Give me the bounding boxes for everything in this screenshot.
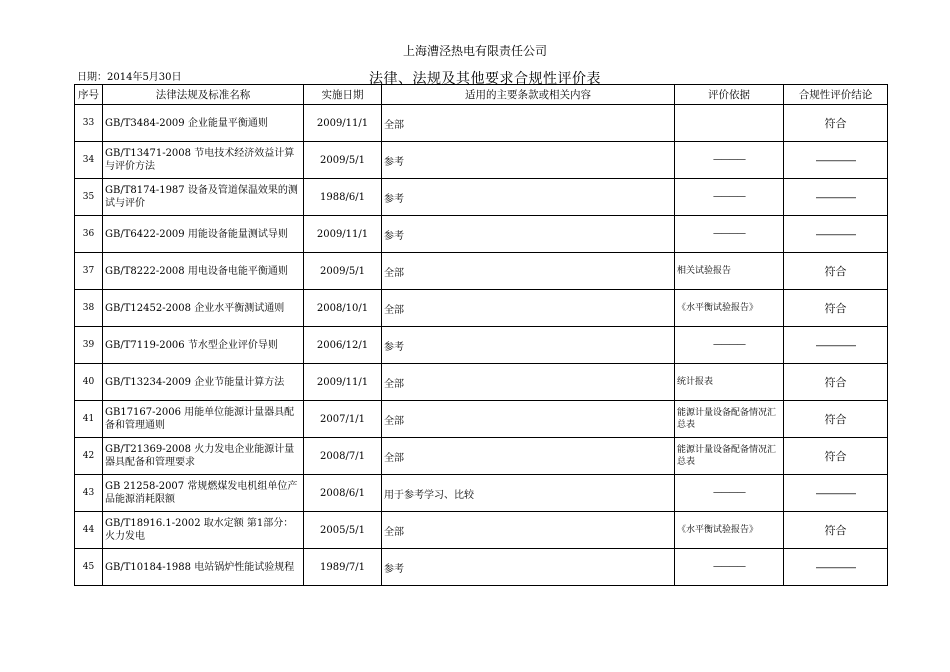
row-number: 34 bbox=[75, 142, 103, 179]
report-date: 日期：2014年5月30日 bbox=[77, 72, 182, 83]
compliance-result: ———— bbox=[784, 549, 888, 586]
standard-name: GB/T13234-2009 企业节能量计算方法 bbox=[103, 364, 304, 401]
implementation-date: 2005/5/1 bbox=[304, 512, 382, 549]
compliance-result: 符合 bbox=[784, 253, 888, 290]
table-row bbox=[75, 512, 888, 549]
applicable-clauses: 全部 bbox=[382, 105, 675, 142]
row-number: 41 bbox=[75, 401, 103, 438]
row-number: 37 bbox=[75, 253, 103, 290]
implementation-date: 2009/11/1 bbox=[304, 216, 382, 253]
compliance-result: ———— bbox=[784, 179, 888, 216]
evaluation-basis: 能源计量设备配备情况汇总表 bbox=[675, 438, 784, 475]
evaluation-basis: ———— bbox=[675, 549, 784, 586]
applicable-clauses: 参考 bbox=[382, 549, 675, 586]
standard-name: GB/T21369-2008 火力发电企业能源计量器具配备和管理要求 bbox=[103, 438, 304, 475]
table-row bbox=[75, 364, 888, 401]
column-header-content: 适用的主要条款或相关内容 bbox=[382, 85, 675, 105]
compliance-result: ———— bbox=[784, 216, 888, 253]
column-header-no: 序号 bbox=[75, 85, 103, 105]
table-row bbox=[75, 216, 888, 253]
implementation-date: 2008/10/1 bbox=[304, 290, 382, 327]
standard-name: GB 21258-2007 常规燃煤发电机组单位产品能源消耗限额 bbox=[103, 475, 304, 512]
standard-name: GB/T6422-2009 用能设备能量测试导则 bbox=[103, 216, 304, 253]
table-header-row bbox=[75, 85, 888, 105]
compliance-result: 符合 bbox=[784, 364, 888, 401]
evaluation-basis: ———— bbox=[675, 179, 784, 216]
table-row bbox=[75, 549, 888, 586]
compliance-table bbox=[74, 84, 888, 586]
table-row bbox=[75, 105, 888, 142]
row-number: 45 bbox=[75, 549, 103, 586]
standard-name: GB/T18916.1-2002 取水定额 第1部分：火力发电 bbox=[103, 512, 304, 549]
standard-name: GB/T8222-2008 用电设备电能平衡通则 bbox=[103, 253, 304, 290]
standard-name: GB/T12452-2008 企业水平衡测试通则 bbox=[103, 290, 304, 327]
row-number: 43 bbox=[75, 475, 103, 512]
evaluation-basis: 统计报表 bbox=[675, 364, 784, 401]
row-number: 35 bbox=[75, 179, 103, 216]
implementation-date: 2007/1/1 bbox=[304, 401, 382, 438]
page-title: 法律、法规及其他要求合规性评价表 bbox=[369, 71, 601, 87]
applicable-clauses: 参考 bbox=[382, 216, 675, 253]
compliance-result: 符合 bbox=[784, 401, 888, 438]
standard-name: GB/T13471-2008 节电技术经济效益计算与评价方法 bbox=[103, 142, 304, 179]
compliance-result: 符合 bbox=[784, 105, 888, 142]
compliance-result: ———— bbox=[784, 142, 888, 179]
evaluation-basis: 《水平衡试验报告》 bbox=[675, 290, 784, 327]
table-row bbox=[75, 253, 888, 290]
standard-name: GB/T10184-1988 电站锅炉性能试验规程 bbox=[103, 549, 304, 586]
implementation-date: 2009/11/1 bbox=[304, 364, 382, 401]
table-body bbox=[75, 105, 888, 586]
evaluation-basis: ———— bbox=[675, 216, 784, 253]
row-number: 38 bbox=[75, 290, 103, 327]
implementation-date: 2006/12/1 bbox=[304, 327, 382, 364]
table-row bbox=[75, 179, 888, 216]
applicable-clauses: 参考 bbox=[382, 327, 675, 364]
column-header-name: 法律法规及标准名称 bbox=[103, 85, 304, 105]
column-header-basis: 评价依据 bbox=[675, 85, 784, 105]
table-row bbox=[75, 142, 888, 179]
applicable-clauses: 用于参考学习、比较 bbox=[382, 475, 675, 512]
implementation-date: 2009/5/1 bbox=[304, 142, 382, 179]
standard-name: GB17167-2006 用能单位能源计量器具配备和管理通则 bbox=[103, 401, 304, 438]
row-number: 39 bbox=[75, 327, 103, 364]
standard-name: GB/T7119-2006 节水型企业评价导则 bbox=[103, 327, 304, 364]
table-row bbox=[75, 438, 888, 475]
compliance-result: ———— bbox=[784, 327, 888, 364]
applicable-clauses: 全部 bbox=[382, 364, 675, 401]
evaluation-basis: 能源计量设备配备情况汇总表 bbox=[675, 401, 784, 438]
implementation-date: 2009/11/1 bbox=[304, 105, 382, 142]
evaluation-basis: 相关试验报告 bbox=[675, 253, 784, 290]
row-number: 40 bbox=[75, 364, 103, 401]
compliance-result: ———— bbox=[784, 475, 888, 512]
applicable-clauses: 参考 bbox=[382, 179, 675, 216]
applicable-clauses: 全部 bbox=[382, 253, 675, 290]
implementation-date: 2008/7/1 bbox=[304, 438, 382, 475]
evaluation-basis: ———— bbox=[675, 327, 784, 364]
evaluation-basis bbox=[675, 105, 784, 142]
applicable-clauses: 全部 bbox=[382, 438, 675, 475]
evaluation-basis: 《水平衡试验报告》 bbox=[675, 512, 784, 549]
evaluation-basis: ———— bbox=[675, 142, 784, 179]
applicable-clauses: 全部 bbox=[382, 401, 675, 438]
table-row bbox=[75, 327, 888, 364]
column-header-date: 实施日期 bbox=[304, 85, 382, 105]
implementation-date: 2009/5/1 bbox=[304, 253, 382, 290]
row-number: 36 bbox=[75, 216, 103, 253]
row-number: 42 bbox=[75, 438, 103, 475]
standard-name: GB/T8174-1987 设备及管道保温效果的测试与评价 bbox=[103, 179, 304, 216]
compliance-result: 符合 bbox=[784, 438, 888, 475]
implementation-date: 1989/7/1 bbox=[304, 549, 382, 586]
implementation-date: 2008/6/1 bbox=[304, 475, 382, 512]
applicable-clauses: 全部 bbox=[382, 512, 675, 549]
row-number: 33 bbox=[75, 105, 103, 142]
applicable-clauses: 参考 bbox=[382, 142, 675, 179]
compliance-result: 符合 bbox=[784, 512, 888, 549]
row-number: 44 bbox=[75, 512, 103, 549]
column-header-result: 合规性评价结论 bbox=[784, 85, 888, 105]
evaluation-basis: ———— bbox=[675, 475, 784, 512]
table-row bbox=[75, 401, 888, 438]
standard-name: GB/T3484-2009 企业能量平衡通则 bbox=[103, 105, 304, 142]
table-row bbox=[75, 475, 888, 512]
implementation-date: 1988/6/1 bbox=[304, 179, 382, 216]
applicable-clauses: 全部 bbox=[382, 290, 675, 327]
compliance-result: 符合 bbox=[784, 290, 888, 327]
company-name: 上海漕泾热电有限责任公司 bbox=[402, 44, 547, 58]
table-row bbox=[75, 290, 888, 327]
